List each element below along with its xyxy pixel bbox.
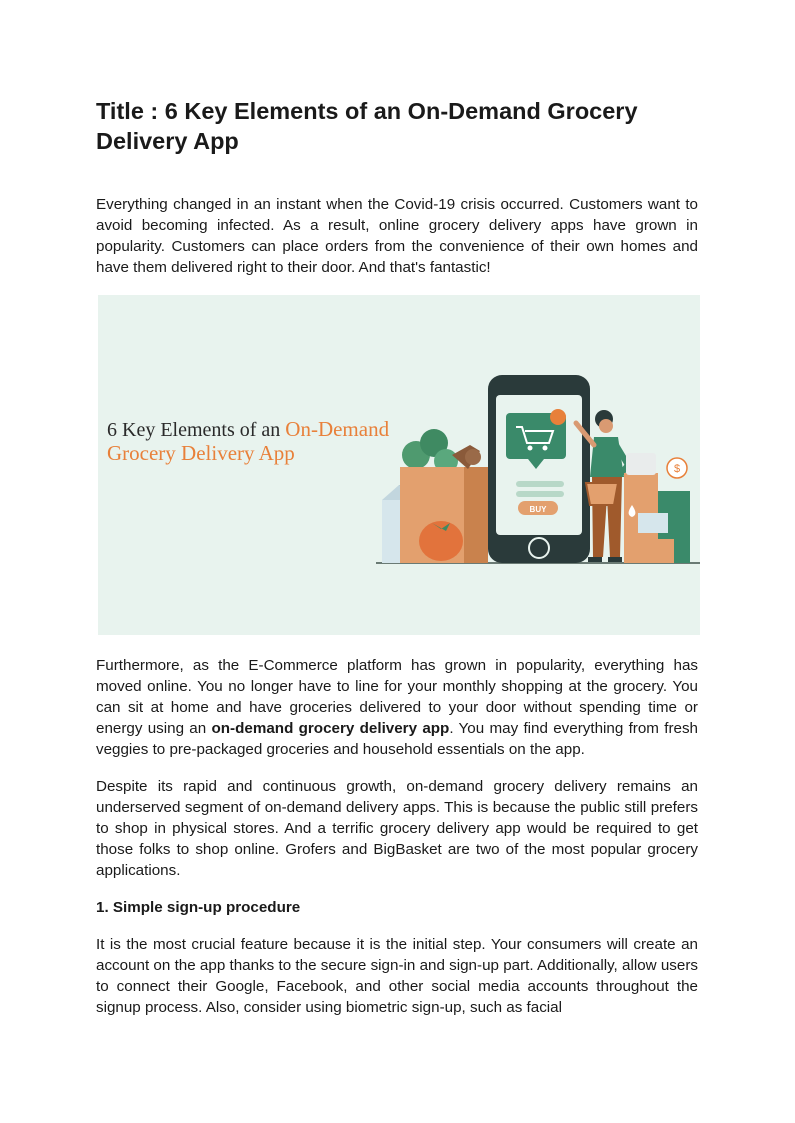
app-keyword-bold: on-demand grocery delivery app (211, 720, 450, 737)
intro-paragraph: Everything changed in an instant when the Covid-19 crisis occurred. Customers want to avoid becoming infected. As a result, online grocery delivery apps have grown in popularity. Customers can place orders from the convenience of their own homes and have them delivered right to their door. And that's fantastic! (96, 196, 698, 276)
hero-heading-line2: Grocery Delivery App (107, 441, 295, 465)
shelf-boxes-icon (624, 453, 690, 563)
buy-button-label: BUY (529, 505, 547, 514)
section-heading-signup: 1. Simple sign-up procedure (96, 899, 301, 916)
paragraph-growth: Despite its rapid and continuous growth, on-demand grocery delivery remains an underserved segment of on-demand delivery apps. This is because the public still prefers to shop in physical stores. And a terrific grocery delivery app would be required to get those folks to shop online. Grofers and BigBasket are two of the most popular grocery applications. (96, 778, 698, 879)
tomato-icon (419, 521, 463, 561)
hero-heading-prefix: 6 Key Elements of an (107, 419, 281, 441)
phone-icon (488, 375, 590, 563)
section-body-signup: It is the most crucial feature because it is the initial step. Your consumers will create an account on the app thanks to the secure sign-in and sign-up part. Additionally, allow users to connect their Google, Facebook, and other social media accounts throughout the signup process. Also, consider using biometric sign-up, such as facial (96, 936, 698, 1016)
hero-illustration (98, 295, 700, 635)
hero-heading-line1 (107, 417, 389, 442)
paragraph-ecommerce (96, 655, 698, 760)
hero-heading-accent: On-Demand (285, 417, 390, 441)
paragraph-ecommerce-text-1: Furthermore, as the E-Commerce platform has grown in popularity, everything has moved online. You no longer have to line for your monthly shopping at the grocery. You can sit at home and have groceries delivered to your door without spending time or energy using an (96, 657, 698, 737)
price-tag-dollar: $ (673, 463, 681, 475)
page-title: Title : 6 Key Elements of an On-Demand Grocery Delivery App (96, 98, 638, 154)
paragraph-ecommerce-text-2: . You may find everything from fresh veggies to pre-packaged groceries and household essentials on the app. (96, 720, 698, 758)
